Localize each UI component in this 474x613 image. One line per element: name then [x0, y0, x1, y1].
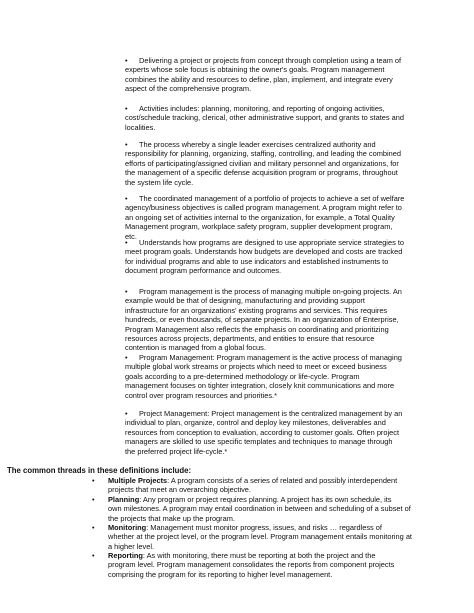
text-line: for individual programs and able to use indicators and established instruments to	[125, 256, 389, 266]
definition-6	[125, 287, 425, 353]
common-threads-heading: The common threads in these definitions include:	[7, 466, 192, 475]
definition-5	[125, 238, 425, 276]
bullet-icon: •	[125, 238, 128, 247]
text-line: Program Management also reflects the emphasis on coordinating and prioritizing	[125, 324, 389, 334]
text-line: management focuses on tighter integration, closely knit communications and more	[125, 381, 395, 391]
thread-term: Monitoring	[108, 523, 147, 532]
text-line: resources across projects, departments, and entities to ensure that resource	[125, 334, 375, 344]
text-line: control over program resources and priorities.*	[125, 390, 277, 400]
bullet-icon: •	[92, 476, 95, 485]
text-line: the management of a specific defense acquisition program or programs, throughout	[125, 168, 398, 178]
text-line: : Any program or project requires planning. A project has its own schedule, its	[139, 495, 392, 504]
text-line: The process whereby a single leader exercises centralized authority and	[139, 140, 376, 149]
text-line: localities.	[125, 122, 156, 132]
thread-term: Planning	[108, 495, 140, 504]
text-line: Delivering a project or projects from concept through completion using a team of	[139, 56, 402, 65]
bullet-icon: •	[125, 287, 128, 296]
text-line: responsibility for planning, organizing, staffing, controlling, and leading the combined	[125, 149, 401, 159]
bullet-icon: •	[92, 495, 95, 504]
definition-7	[125, 353, 425, 400]
text-line: Project Management: Project management is the centralized management by an	[139, 409, 403, 418]
bullet-icon: •	[125, 353, 128, 362]
text-line: agency/business objectives is called program management. A program might refer to	[125, 203, 402, 213]
thread-reporting	[92, 551, 448, 579]
bullet-icon: •	[125, 104, 128, 113]
text-line: combines the ability and resources to define, plan, implement, and integrate every	[125, 74, 393, 84]
bullet-icon: •	[125, 409, 128, 418]
thread-planning	[92, 495, 448, 523]
text-line: individual to plan, organize, control and deploy key milestones, deliverables and	[125, 418, 386, 428]
text-line: managers are skilled to use specific templates and techniques to manage through	[125, 437, 393, 447]
text-line: multiple global work streams or projects which need to meet or exceed business	[125, 362, 387, 372]
bullet-icon: •	[125, 140, 128, 149]
text-line: the system life cycle.	[125, 177, 194, 187]
text-line: example would be that of designing, manufacturing and providing support	[125, 296, 365, 306]
definition-1	[125, 56, 425, 94]
text-line: Activities includes: planning, monitoring, and reporting of ongoing activities,	[139, 104, 385, 113]
text-line: aspect of the comprehensive program.	[125, 84, 252, 94]
bullet-icon: •	[92, 523, 95, 532]
text-line: experts whose sole focus is obtaining the owner's goals. Program management	[125, 65, 385, 75]
text-line: document program performance and outcomes.	[125, 266, 282, 276]
text-line: : A program consists of a series of related and possibly interdependent	[167, 476, 398, 485]
text-line: meet program goals. Understands how budgets are developed and costs are tracked	[125, 247, 403, 257]
text-line: comprising the program for its reporting to higher level management.	[108, 569, 333, 579]
definition-2	[125, 104, 425, 132]
definition-4	[125, 194, 425, 241]
text-line: whether at the project level, or the program level. Program management entails monitoring at	[108, 532, 412, 542]
definition-8	[125, 409, 425, 456]
definition-3	[125, 140, 425, 187]
thread-monitoring	[92, 523, 448, 551]
text-line: infrastructure for an organizations' existing programs and services. This requires	[125, 305, 388, 315]
text-line: hundreds, or even thousands, of separate projects. In an organization of Enterprise,	[125, 315, 399, 325]
text-line: etc.	[125, 231, 137, 241]
thread-term: Reporting	[108, 551, 143, 560]
text-line: efforts of participating/assigned civilian and military personnel and organizations, for	[125, 158, 399, 168]
text-line: : As with monitoring, there must be reporting at both the project and the	[142, 551, 376, 560]
text-line: The coordinated management of a portfolio of projects to achieve a set of welfare	[139, 194, 405, 203]
text-line: program level. Program management consolidates the reports from component projects	[108, 560, 395, 570]
text-line: contention is managed from a global focus.	[125, 343, 266, 353]
text-line: resources from conception to evaluation, according to customer goals. Often project	[125, 427, 400, 437]
text-line: own milestones. A program may entail coordination in between and scheduling of a subset of	[108, 504, 411, 514]
text-line: Understands how programs are designed to use appropriate service strategies to	[139, 238, 404, 247]
text-line: Management program, workplace safety program, supplier development program,	[125, 222, 393, 232]
text-line: cost/schedule tracking, clerical, other administrative support, and grants to states and	[125, 113, 404, 123]
text-line: Program Management: Program management is the active process of managing	[139, 353, 402, 362]
thread-multiple-projects	[92, 476, 448, 495]
bullet-icon: •	[125, 194, 128, 203]
text-line: : Management must monitor progress, issues, and risks … regardless of	[146, 523, 382, 532]
text-line: an ongoing set of activities internal to the organization, for example, a Total Quality	[125, 212, 395, 222]
text-line: projects that meet an overarching objective.	[108, 485, 251, 495]
bullet-icon: •	[125, 56, 128, 65]
text-line: the projects that make up the program.	[108, 513, 235, 523]
thread-term: Multiple Projects	[108, 476, 168, 485]
text-line: Program management is the process of managing multiple on-going projects. An	[139, 287, 402, 296]
text-line: a higher level.	[108, 541, 155, 551]
text-line: goals according to a pre-determined methodology or life-cycle. Program	[125, 371, 360, 381]
bullet-icon: •	[92, 551, 95, 560]
text-line: the preferred project life-cycle.*	[125, 446, 228, 456]
